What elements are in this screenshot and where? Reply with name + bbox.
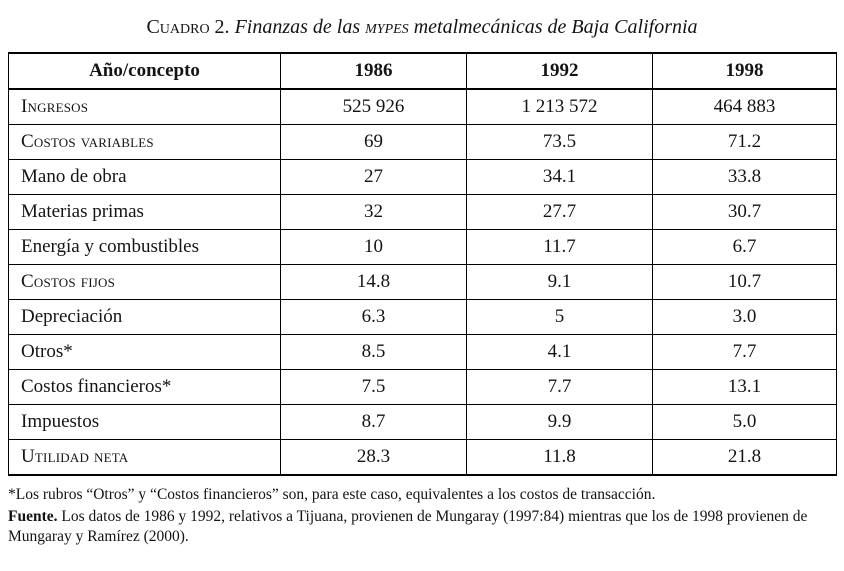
table-row [9,405,837,440]
column-header-concept: Año/concepto [9,53,281,89]
table-row [9,440,837,476]
row-value-1998: 7.7 [653,335,837,370]
row-value-1992: 27.7 [467,195,653,230]
row-value-1998: 13.1 [653,370,837,405]
table-caption [8,14,836,40]
row-value-1986: 525 926 [281,89,467,125]
row-label: Materias primas [9,195,281,230]
row-value-1998: 30.7 [653,195,837,230]
row-value-1992: 4.1 [467,335,653,370]
row-value-1998: 21.8 [653,440,837,476]
row-value-1998: 33.8 [653,160,837,195]
column-header-1998: 1998 [653,53,837,89]
row-value-1992: 11.8 [467,440,653,476]
row-value-1986: 6.3 [281,300,467,335]
row-value-1986: 32 [281,195,467,230]
caption-title [235,16,698,38]
row-label: Energía y combustibles [9,230,281,265]
table-notes [8,485,836,547]
row-label: Costos financieros* [9,370,281,405]
table-row [9,195,837,230]
row-label: Ingresos [9,89,281,125]
caption-title-before: Finanzas de las [234,16,366,38]
row-value-1986: 7.5 [281,370,467,405]
row-value-1986: 8.7 [281,405,467,440]
caption-title-after: metalmecánicas de Baja California [408,16,698,38]
table-row [9,160,837,195]
row-value-1992: 73.5 [467,125,653,160]
table-row [9,125,837,160]
row-label: Depreciación [9,300,281,335]
row-label: Costos variables [9,125,281,160]
row-label: Mano de obra [9,160,281,195]
row-value-1998: 3.0 [653,300,837,335]
table-row [9,230,837,265]
table-header [9,53,837,89]
row-value-1992: 9.1 [467,265,653,300]
row-value-1998: 5.0 [653,405,837,440]
table-row [9,370,837,405]
row-value-1992: 11.7 [467,230,653,265]
source-text: Los datos de 1986 y 1992, relativos a Tijuana, provienen de Mungaray (1997:84) mientras que los de 1998 provienen de Mungaray y Ramírez (2000). [8,508,808,545]
caption-label: Cuadro 2. [146,16,230,38]
row-value-1986: 27 [281,160,467,195]
row-value-1986: 14.8 [281,265,467,300]
row-value-1998: 6.7 [653,230,837,265]
row-value-1986: 28.3 [281,440,467,476]
row-value-1992: 34.1 [467,160,653,195]
table-row [9,265,837,300]
row-value-1986: 69 [281,125,467,160]
row-value-1986: 10 [281,230,467,265]
finances-table [8,52,837,476]
row-value-1986: 8.5 [281,335,467,370]
row-label: Utilidad neta [9,440,281,476]
source-label: Fuente. [8,508,58,525]
table-row [9,89,837,125]
source-note [8,507,836,547]
row-value-1992: 5 [467,300,653,335]
row-value-1998: 71.2 [653,125,837,160]
caption-title-acronym: mypes [365,16,409,38]
row-value-1992: 1 213 572 [467,89,653,125]
row-value-1998: 464 883 [653,89,837,125]
column-header-1986: 1986 [281,53,467,89]
row-value-1992: 9.9 [467,405,653,440]
table-body [9,89,837,475]
table-row [9,300,837,335]
row-label: Impuestos [9,405,281,440]
footnote-text: *Los rubros “Otros” y “Costos financieros” son, para este caso, equivalentes a los costos de transacción. [8,486,656,503]
row-label: Costos fijos [9,265,281,300]
row-value-1992: 7.7 [467,370,653,405]
table-row [9,335,837,370]
row-value-1998: 10.7 [653,265,837,300]
row-label: Otros* [9,335,281,370]
table-header-row [9,53,837,89]
column-header-1992: 1992 [467,53,653,89]
